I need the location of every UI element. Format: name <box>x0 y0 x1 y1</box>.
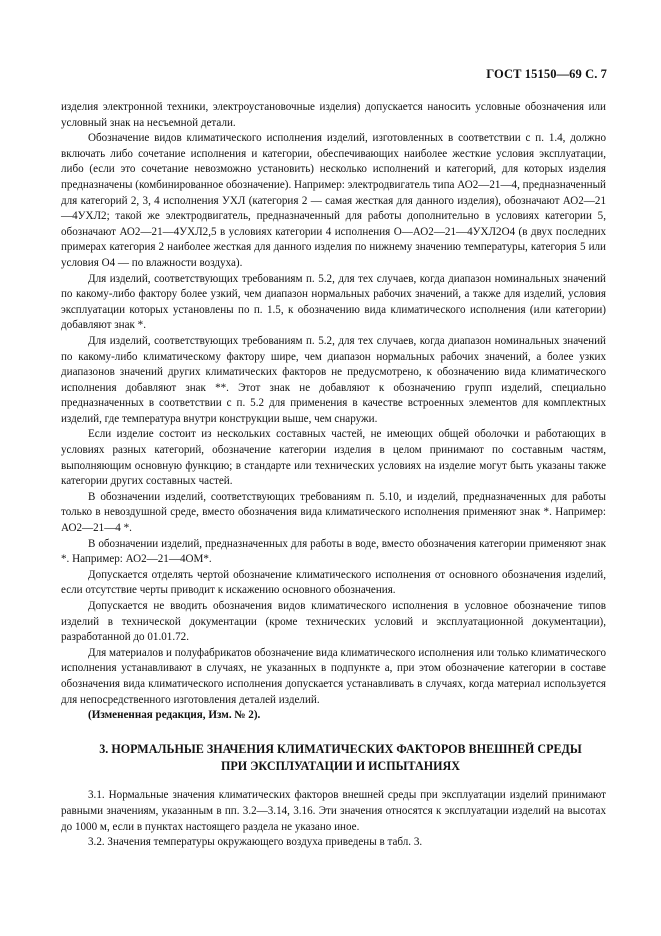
page-header: ГОСТ 15150—69 С. 7 <box>486 67 607 81</box>
paragraphs-after <box>61 788 606 850</box>
paragraph-legacy-documentation: Допускается не вводить обозначения видов климатического исполнения в условное обозначение типов изделий в технической документации (кроме технических условий и эксплуатационной документации), разработанной до 01.01.72. <box>61 600 606 644</box>
paragraphs-before <box>61 100 606 724</box>
section-heading <box>61 741 606 775</box>
paragraph-non-air-environment: В обозначении изделий, соответствующих требованиям п. 5.10, и изделий, предназначенных для работы только в невоздушной среде, вместо обозначения вида климатического исполнения применяют знак *. Например: АО2—21—4 *. <box>61 490 606 535</box>
paragraph-3-2: 3.2. Значения температуры окружающего воздуха приведены в табл. 3. <box>88 836 423 849</box>
paragraph-water-operation: В обозначении изделий, предназначенных для работы в воде, вместо обозначения категории применяют знак *. Например: АО2—21—4ОМ*. <box>61 537 606 566</box>
amendment-note: (Измененная редакция, Изм. № 2). <box>88 709 261 722</box>
paragraph-composite-products: Если изделие состоит из нескольких составных частей, не имеющих общей оболочки и работающих в условиях разных категорий, обозначение категории изделия в целом принимают по составным частям, выполняющим основную функцию; в стандарте или технических условиях на изделие могут быть указаны также категории других составных частей. <box>61 428 606 488</box>
paragraph-dash-separation: Допускается отделять чертой обозначение климатического исполнения от основного обозначения изделий, если отсутствие черты приводит к искажению основного обозначения. <box>61 568 606 597</box>
body-text <box>61 100 606 851</box>
paragraph-continuation: изделия электронной техники, электроустановочные изделия) допускается наносить условные обозначения или условный знак на несъемной детали. <box>61 101 606 129</box>
section-heading-line2: ПРИ ЭКСПЛУАТАЦИИ И ИСПЫТАНИЯХ <box>220 758 461 773</box>
paragraph-narrow-range: Для изделий, соответствующих требованиям п. 5.2, для тех случаев, когда диапазон номинальных значений по какому-либо фактору более узкий, чем диапазон нормальных рабочих значений, а также для изделий, условия эксплуатации которых установлены по п. 1.5, к обозначению вида климатического исполнения (или категории) добавляют знак *. <box>61 272 606 332</box>
paragraph-materials: Для материалов и полуфабрикатов обозначение вида климатического исполнения или только климатического исполнения устанавливают в случаях, не указанных в подпункте а, при этом обозначение категории в составе обозначения вида климатического исполнения допускается устанавливать в случаях, когда материал используется для непосредственного изготовления деталей изделий. <box>61 646 606 706</box>
section-heading-line1: 3. НОРМАЛЬНЫЕ ЗНАЧЕНИЯ КЛИМАТИЧЕСКИХ ФАКТОРОВ ВНЕШНЕЙ СРЕДЫ <box>99 741 582 756</box>
paragraph-3-1: 3.1. Нормальные значения климатических факторов внешней среды при эксплуатации изделий принимают равными значениям, указанным в пп. 3.2—3.14, 3.16. Эти значения относятся к эксплуатации изделий на высотах до 1000 м, если в пунктах настоящего раздела не указано иное. <box>61 789 606 833</box>
paragraph-wide-range: Для изделий, соответствующих требованиям п. 5.2, для тех случаев, когда диапазон номинальных значений по какому-либо климатическому фактору шире, чем диапазон нормальных рабочих значений, а более узких диапазонов значений других климатических факторов не предусмотрено, к обозначению вида климатического исполнения добавляют знак **. Этот знак не добавляют к обозначению групп изделий, специально предназначенных в соответствии с п. 5.2 для применения в качестве встроенных элементов для комплектных изделий, где температура внутри конструкции выше, чем снаружи. <box>61 334 606 425</box>
paragraph-combined-designation: Обозначение видов климатического исполнения изделий, изготовленных в соответствии с п. 1.4, должно включать либо сочетание исполнения и категории, обеспечивающих наиболее жесткие условия эксплуатации, либо (если это сочетание невозможно установить) несколько исполнений и категорий, для которых изделия предназначены (комбинированное обозначение). Например: электродвигатель типа АО2—21—4, предназначенный для категорий 2, 3, 4 исполнения УХЛ (категория 2 — самая жесткая для данного изделия), обозначают АО2—21—4УХЛ2; такой же электродвигатель, предназначенный для работы дополнительно в условиях категории 5, обозначают АО2—21—4УХЛ2,5 в условиях категории 4 исполнения О—АО2—21—4УХЛ2О4 (в двух последних примерах категория 2 наиболее жесткая для данного изделия по нижнему значению температуры, категория 5 или условия О4 — по влажности воздуха). <box>61 132 606 269</box>
